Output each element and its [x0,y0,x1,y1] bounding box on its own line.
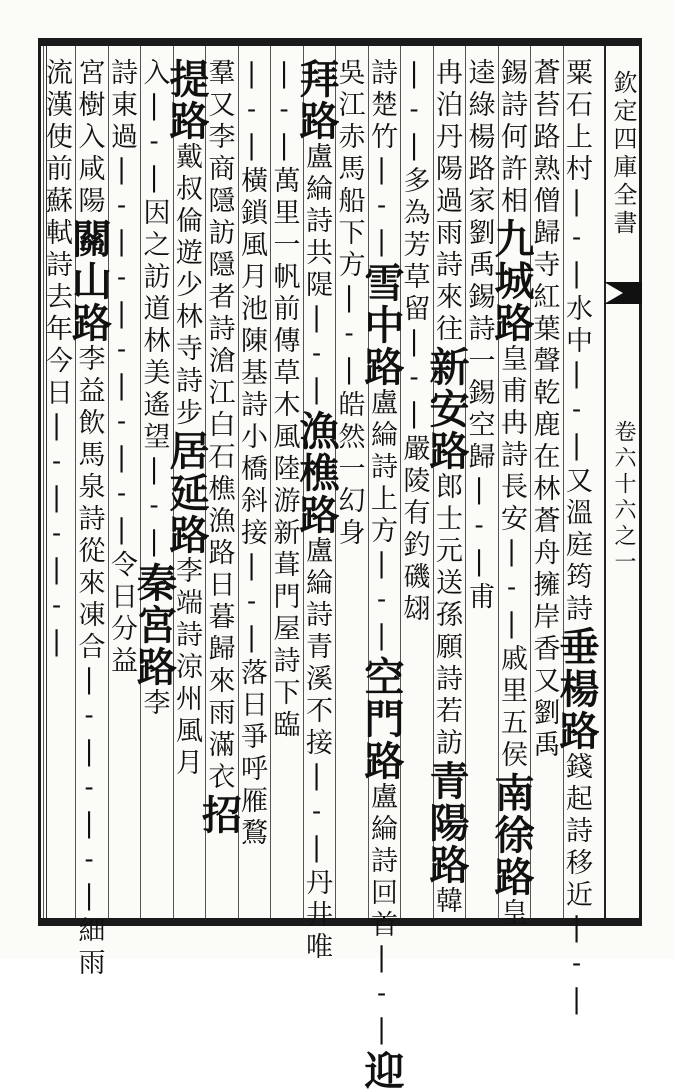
text-column [195,58,243,836]
column-text: 入|-| [138,58,170,198]
headword: 招 [195,794,243,836]
column-text: 戚里五侯 [496,644,527,772]
column-text: 蒼舟擁岸香又劉禹 [528,506,560,762]
column-text: 甫 [463,582,495,614]
side-title: 欽定四庫全書 [609,70,637,238]
headword: 居延路 [163,430,210,556]
column-text: 粟石上村|-|水中|-|又溫庭筠詩 [561,58,592,626]
column-text: 益 [106,646,137,678]
text-column [398,58,434,626]
text-column [528,58,564,762]
text-column [293,58,340,964]
text-column [41,58,77,662]
column-text: 傳草木風陸游新葺門屋詩下臨 [268,326,300,742]
headword: 提路 [163,58,210,142]
text-column [358,58,405,1092]
text-column [268,58,304,742]
column-text: 冉泊丹陽過雨詩來往 [431,58,462,346]
column-text: 羣又李商隱訪隱者詩滄江白石樵漁路日暮歸來雨滿衣 [203,58,235,794]
page-frame-bottom [38,918,642,926]
page-frame-top [38,38,642,46]
text-column [130,58,178,720]
column-text: 丹井唯 [301,868,332,964]
text-column [488,58,535,930]
text-column [553,58,600,1020]
fish-tail-ornament [604,282,642,304]
headword: 南徐路 [488,772,535,898]
headword: 秦宮路 [130,562,178,688]
headword: 九城路 [488,218,535,344]
column-text: 郎士元送孫願詩若訪 [431,472,462,760]
column-text: 蒼苔路熟僧歸寺紅葉聲乾鹿在林 [528,58,560,506]
page-frame-right [639,38,642,926]
text-column [423,58,470,918]
column-text: 逵綠楊路 [463,58,495,186]
headword: 關山路 [65,218,113,344]
column-text: 皇 [496,898,527,930]
column-text: 詩東過|-|-|-|-|-| [106,58,137,550]
column-text: 錢起詩移近|-| [561,752,592,1020]
headword: 拜路 [293,58,340,142]
column-text: 翃 [398,594,430,626]
column-text: 盧綸詩共隄|-| [301,142,332,410]
column-text: |-|萬里一帆前 [268,58,300,326]
side-volume: 卷六十六之一 [611,420,636,576]
column-text: 皇甫冉詩長安|-| [496,344,527,644]
text-column [65,58,113,980]
column-text: 詩楚竹|-| [366,58,397,262]
column-text: 家劉禹錫詩一錫空歸|-| [463,186,495,582]
column-text: 下方|-| [333,218,365,390]
text-column [333,58,369,550]
column-text: |-|嚴陵有釣磯 [398,326,430,594]
column-text: 李 [138,688,170,720]
column-text: 流漢使前蘇軾詩去年今日|-|-|-| [41,58,72,662]
text-column [106,58,142,678]
headword: 空門路 [358,656,405,782]
text-column [163,58,210,780]
headword: 青陽路 [423,760,470,886]
column-text: |-|多為芳草留 [398,58,430,326]
text-column [463,58,499,614]
margin-separator [604,46,606,918]
column-text: 吳江赤馬船 [333,58,365,218]
column-text: 錫詩何許相 [496,58,527,218]
column-text: 盧綸詩回首|-| [366,782,397,1050]
column-text: 盧綸詩青溪不接|-| [301,536,332,868]
column-text: 李端詩涼州風月 [171,556,202,780]
column-text: 美遙望|-| [138,358,170,562]
headword: 垂楊路 [553,626,600,752]
headword: 雪中路 [358,262,405,388]
column-text: |-|橫鎖風月池陳基詩小橋斜接|-|落日爭呼雁鶩 [236,58,267,850]
column-text: 韓 [431,886,462,918]
column-text: 盧綸詩上方|-| [366,388,397,656]
headword: 迎 [358,1050,405,1092]
column-text: 令日分 [106,550,137,646]
column-text: 李益飲馬泉詩從來凍合|-|-|-|細雨 [73,344,105,980]
text-column [236,58,272,850]
headword: 漁樵路 [293,410,340,536]
column-text: 因之訪道林 [138,198,170,358]
column-text: 皓然一幻身 [333,390,365,550]
column-text: 宮樹入咸陽 [73,58,105,218]
column-text: 戴叔倫遊少林寺詩步 [171,142,202,430]
headword: 新安路 [423,346,470,472]
